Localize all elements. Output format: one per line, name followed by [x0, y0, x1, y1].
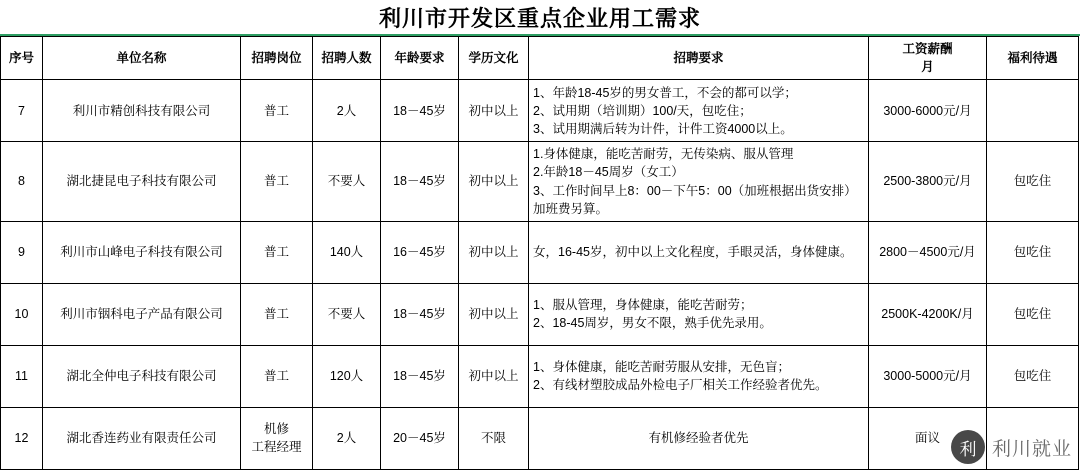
cell-seq: 7 [1, 80, 43, 142]
cell-company: 利川市山峰电子科技有限公司 [43, 221, 241, 283]
cell-company: 利川市精创科技有限公司 [43, 80, 241, 142]
requirement-line: 2.年龄18－45周岁（女工） [533, 165, 684, 180]
cell-salary: 3000-6000元/月 [869, 80, 987, 142]
watermark-label: 利川就业 [991, 437, 1072, 460]
cell-post-line2: 工程经理 [251, 440, 302, 455]
cell-welfare: 包吃住 [987, 283, 1079, 345]
requirement-line: 女，16-45岁，初中以上文化程度，手眼灵活，身体健康。 [533, 245, 853, 260]
table-row [1, 407, 1079, 469]
cell-count: 2人 [313, 407, 381, 469]
cell-education: 初中以上 [459, 80, 529, 142]
cell-age: 18－45岁 [381, 142, 459, 222]
requirement-line: 加班费另算。 [533, 201, 609, 216]
column-header-seq: 序号 [1, 37, 43, 80]
cell-post-line1: 机修 [263, 422, 289, 437]
cell-seq: 9 [1, 221, 43, 283]
cell-education: 初中以上 [459, 142, 529, 222]
cell-age: 18－45岁 [381, 283, 459, 345]
table-row [1, 221, 1079, 283]
column-header-company: 单位名称 [43, 37, 241, 80]
column-header-welfare: 福利待遇 [987, 37, 1079, 80]
cell-salary: 2500K-4200K/月 [869, 283, 987, 345]
requirements-lines [533, 145, 864, 218]
cell-count: 140人 [313, 221, 381, 283]
cell-requirements [529, 221, 869, 283]
requirements-lines [533, 243, 864, 261]
table-body [1, 80, 1079, 470]
column-header-age: 年龄要求 [381, 37, 459, 80]
requirements-lines [533, 429, 864, 447]
cell-seq: 8 [1, 142, 43, 222]
column-header-salary [869, 37, 987, 80]
requirement-line: 3、工作时间早上8：00－下午5：00（加班根据出货安排） [533, 183, 857, 198]
cell-age: 20－45岁 [381, 407, 459, 469]
column-header-salary-line2: 月 [921, 60, 934, 75]
cell-post [241, 407, 313, 469]
cell-count: 不要人 [313, 283, 381, 345]
cell-salary: 3000-5000元/月 [869, 345, 987, 407]
requirement-line: 2、有线材塑胶成品外检电子厂相关工作经验者优先。 [533, 378, 828, 393]
page-title: 利川市开发区重点企业用工需求 [378, 5, 701, 32]
cell-age: 18－45岁 [381, 80, 459, 142]
cell-welfare: 包吃住 [987, 221, 1079, 283]
column-header-education: 学历文化 [459, 37, 529, 80]
table-row [1, 142, 1079, 222]
watermark [951, 430, 1072, 464]
requirement-line: 3、试用期满后转为计件，计件工资4000以上。 [533, 121, 793, 136]
cell-age: 18－45岁 [381, 345, 459, 407]
table-row [1, 80, 1079, 142]
cell-education: 初中以上 [459, 283, 529, 345]
cell-education: 初中以上 [459, 221, 529, 283]
cell-count: 不要人 [313, 142, 381, 222]
cell-welfare [987, 80, 1079, 142]
table-header-row [1, 37, 1079, 80]
cell-company: 湖北香连药业有限责任公司 [43, 407, 241, 469]
document-title-bar [0, 0, 1080, 36]
cell-seq: 11 [1, 345, 43, 407]
cell-salary: 2800－4500元/月 [869, 221, 987, 283]
cell-education: 初中以上 [459, 345, 529, 407]
column-header-salary-line1: 工资薪酬 [902, 42, 953, 56]
cell-requirements [529, 407, 869, 469]
cell-age: 16－45岁 [381, 221, 459, 283]
requirement-line: 2、试用期（培训期）100/天，包吃住； [533, 103, 752, 118]
table-row [1, 283, 1079, 345]
cell-post: 普工 [241, 221, 313, 283]
requirement-line: 1、服从管理，身体健康，能吃苦耐劳； [533, 298, 753, 313]
cell-company: 湖北全仲电子科技有限公司 [43, 345, 241, 407]
requirement-line: 2、18-45周岁，男女不限，熟手优先录用。 [533, 316, 772, 331]
table-row [1, 345, 1079, 407]
requirement-line: 有机修经验者优先 [648, 431, 749, 446]
jobs-table [0, 36, 1079, 470]
cell-requirements [529, 142, 869, 222]
cell-post: 普工 [241, 80, 313, 142]
cell-count: 120人 [313, 345, 381, 407]
requirement-line: 1、身体健康，能吃苦耐劳服从安排，无色盲； [533, 360, 790, 375]
requirements-lines [533, 84, 864, 138]
cell-education: 不限 [459, 407, 529, 469]
cell-seq: 12 [1, 407, 43, 469]
cell-count: 2人 [313, 80, 381, 142]
cell-requirements [529, 283, 869, 345]
column-header-count: 招聘人数 [313, 37, 381, 80]
requirement-line: 1.身体健康，能吃苦耐劳，无传染病、服从管理 [533, 147, 794, 162]
cell-company: 湖北捷昆电子科技有限公司 [43, 142, 241, 222]
cell-post: 普工 [241, 142, 313, 222]
watermark-logo-icon: 利 [951, 430, 985, 464]
cell-requirements [529, 345, 869, 407]
column-header-requirements: 招聘要求 [529, 37, 869, 80]
requirements-lines [533, 296, 864, 332]
cell-salary: 2500-3800元/月 [869, 142, 987, 222]
column-header-post: 招聘岗位 [241, 37, 313, 80]
cell-requirements [529, 80, 869, 142]
cell-welfare: 包吃住 [987, 142, 1079, 222]
requirements-lines [533, 358, 864, 394]
cell-post: 普工 [241, 283, 313, 345]
table-header [1, 37, 1079, 80]
cell-seq: 10 [1, 283, 43, 345]
cell-company: 利川市铟科电子产品有限公司 [43, 283, 241, 345]
cell-welfare: 包吃住 [987, 345, 1079, 407]
requirement-line: 1、年龄18-45岁的男女普工，不会的都可以学； [533, 85, 797, 100]
cell-post: 普工 [241, 345, 313, 407]
cell-salary: 面议 [869, 407, 987, 469]
